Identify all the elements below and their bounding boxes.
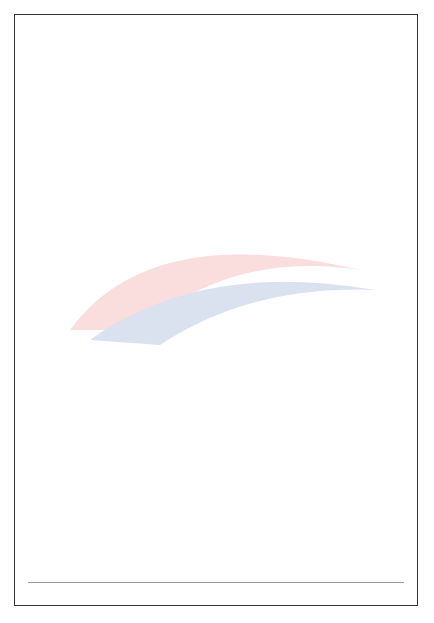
page-border <box>14 14 418 606</box>
page-footer <box>28 582 404 586</box>
